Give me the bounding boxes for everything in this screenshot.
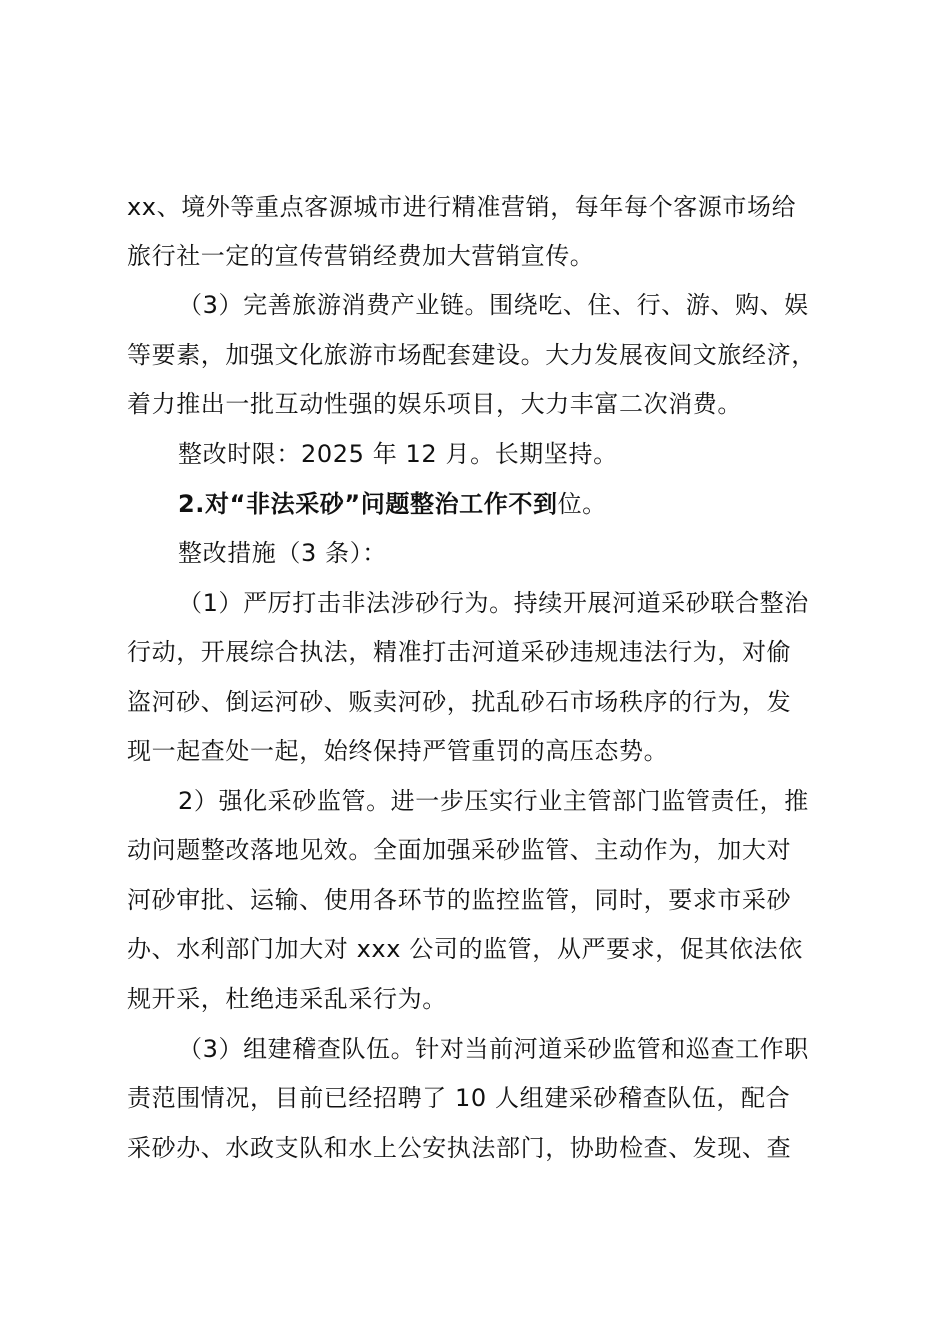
paragraph-line: （3）组建稽查队伍。针对当前河道采砂监管和巡查工作职 <box>178 1035 809 1063</box>
paragraph-line: 等要素，加强文化旅游市场配套建设。大力发展夜间文旅经济， <box>127 341 816 369</box>
measures-heading: 整改措施（3 条）： <box>178 539 387 567</box>
paragraph-line: 规开采，杜绝违采乱采行为。 <box>127 985 447 1013</box>
paragraph-line: 着力推出一批互动性强的娱乐项目，大力丰富二次消费。 <box>127 390 742 418</box>
paragraph-line: 责范围情况，目前已经招聘了 10 人组建采砂稽查队伍，配合 <box>127 1084 791 1112</box>
paragraph-line: 现一起查处一起，始终保持严管重罚的高压态势。 <box>127 737 669 765</box>
paragraph-line: 动问题整改落地见效。全面加强采砂监管、主动作为，加大对 <box>127 836 792 864</box>
paragraph-line: 旅行社一定的宣传营销经费加大营销宣传。 <box>127 242 595 270</box>
paragraph-line: 行动，开展综合执法，精准打击河道采砂违规违法行为，对偷 <box>127 638 792 666</box>
section-heading <box>178 484 838 524</box>
section-heading-bold-text: 2.对“非法采砂”问题整治工作不到 <box>178 490 558 518</box>
paragraph-line: 河砂审批、运输、使用各环节的监控监管，同时，要求市采砂 <box>127 886 792 914</box>
paragraph-line: （1）严厉打击非法涉砂行为。持续开展河道采砂联合整治 <box>178 589 809 617</box>
section-heading-tail-text: 位。 <box>557 490 607 518</box>
paragraph-line: xx、境外等重点客源城市进行精准营销，每年每个客源市场给 <box>127 193 797 221</box>
paragraph-line: 办、水利部门加大对 xxx 公司的监管，从严要求，促其依法依 <box>127 935 803 963</box>
paragraph-line: 盗河砂、倒运河砂、贩卖河砂，扰乱砂石市场秩序的行为，发 <box>127 688 792 716</box>
paragraph-line: 2）强化采砂监管。进一步压实行业主管部门监管责任，推 <box>178 787 809 815</box>
paragraph-line: （3）完善旅游消费产业链。围绕吃、住、行、游、购、娱 <box>178 291 809 319</box>
deadline-line: 整改时限：2025 年 12 月。长期坚持。 <box>178 440 618 468</box>
paragraph-line: 采砂办、水政支队和水上公安执法部门，协助检查、发现、查 <box>127 1134 792 1162</box>
